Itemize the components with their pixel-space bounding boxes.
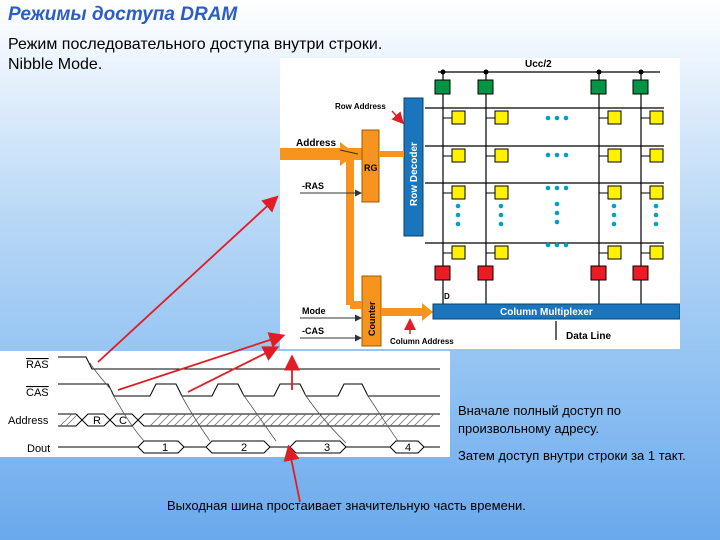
subtitle-line-2: Nibble Mode.	[8, 56, 103, 73]
dout-waveform	[58, 441, 440, 453]
timing-dependency-arrows	[90, 363, 398, 443]
ras-label: -RAS	[302, 181, 324, 191]
note-full-access	[458, 402, 621, 438]
cas-waveform	[58, 384, 440, 396]
counter-label: Counter	[367, 301, 377, 336]
rg-label: RG	[364, 163, 378, 173]
dout-value-1: 1	[162, 442, 169, 454]
column-address-label: Column Address	[390, 337, 454, 346]
subtitle-line-1: Режим последовательного доступа внутри строки.	[8, 36, 383, 53]
dout-values	[162, 442, 411, 454]
address-label: Address	[296, 138, 337, 149]
slide-title: Режимы доступа DRAM	[8, 4, 238, 25]
signal-cas-label: CAS	[26, 387, 49, 399]
d-label: D	[444, 292, 450, 301]
data-line-label: Data Line	[566, 331, 612, 342]
counter-to-mux-arrow	[381, 303, 433, 321]
dram-block-diagram	[280, 58, 680, 349]
signal-labels	[8, 359, 50, 455]
row-address-label: Row Address	[335, 102, 386, 111]
mux-connectors	[443, 280, 641, 304]
signal-ras-label: RAS	[26, 359, 49, 371]
cas-label: -CAS	[302, 326, 324, 336]
timing-diagram	[0, 351, 450, 457]
address-hatch	[60, 414, 434, 426]
vcc-label: Ucc/2	[525, 59, 552, 70]
dout-value-3: 3	[324, 442, 331, 454]
memory-cells	[452, 111, 663, 259]
address-value-c: C	[119, 415, 127, 427]
arrow-ras-to-rg	[98, 198, 276, 362]
address-bus-waveform	[58, 414, 440, 426]
note-full-access-line-1: Вначале полный доступ по	[458, 403, 622, 418]
precharge-cells	[435, 80, 648, 94]
note-bus-idle: Выходная шина простаивает значительную часть времени.	[167, 498, 526, 513]
mode-label: Mode	[302, 306, 326, 316]
column-mux-label: Column Multiplexer	[500, 307, 593, 318]
word-lines	[425, 108, 664, 243]
dout-value-4: 4	[405, 442, 412, 454]
ras-waveform	[58, 357, 440, 369]
sense-amplifiers	[435, 266, 648, 280]
signal-address-label: Address	[8, 415, 49, 427]
address-bus	[340, 148, 362, 160]
signal-dout-label: Dout	[27, 443, 51, 455]
dout-value-2: 2	[241, 442, 248, 454]
address-value-r: R	[93, 415, 101, 427]
note-row-access: Затем доступ внутри строки за 1 такт.	[458, 448, 686, 463]
row-decoder-label: Row Decoder	[409, 142, 420, 206]
row-address-arrow	[392, 111, 402, 122]
note-full-access-line-2: произвольному адресу.	[458, 421, 599, 436]
